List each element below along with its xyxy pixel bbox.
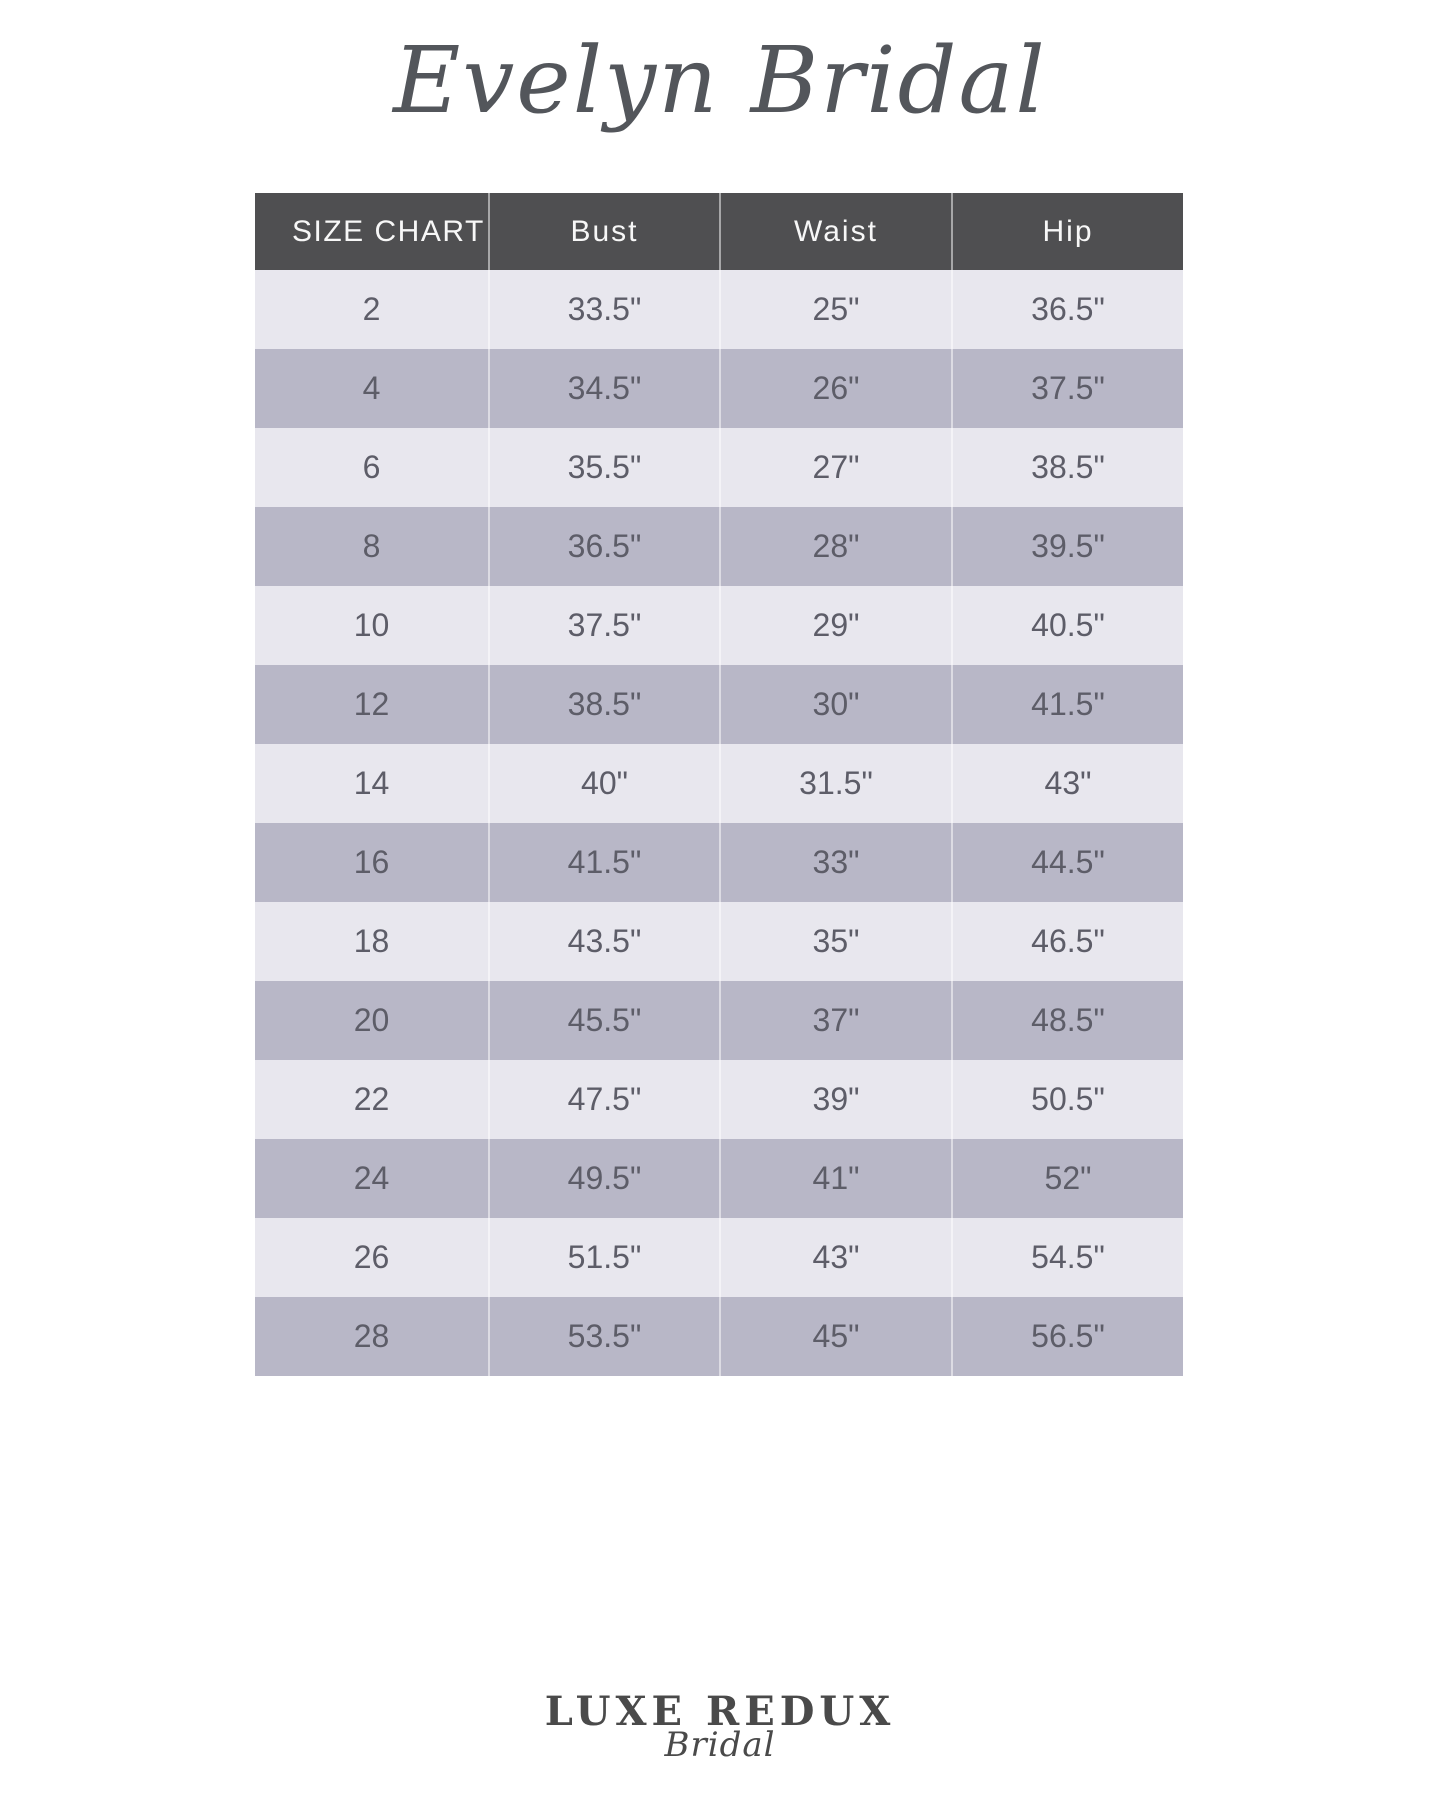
cell-size: 12 <box>255 665 489 744</box>
brand-title: Evelyn Bridal <box>393 27 1047 134</box>
table-row <box>255 1218 1183 1297</box>
cell-bust: 34.5" <box>489 349 720 428</box>
cell-waist: 27" <box>720 428 952 507</box>
cell-waist: 30" <box>720 665 952 744</box>
table-header-bust: Bust <box>489 193 720 270</box>
cell-waist: 35" <box>720 902 952 981</box>
cell-bust: 35.5" <box>489 428 720 507</box>
table-header-row <box>255 193 1183 270</box>
table-row <box>255 428 1183 507</box>
cell-bust: 36.5" <box>489 507 720 586</box>
cell-hip: 56.5" <box>952 1297 1183 1376</box>
logo-subtitle: Bridal <box>664 1725 776 1765</box>
cell-size: 2 <box>255 270 489 349</box>
cell-hip: 37.5" <box>952 349 1183 428</box>
cell-size: 28 <box>255 1297 489 1376</box>
table-row <box>255 981 1183 1060</box>
cell-bust: 45.5" <box>489 981 720 1060</box>
cell-bust: 40" <box>489 744 720 823</box>
cell-waist: 29" <box>720 586 952 665</box>
cell-size: 22 <box>255 1060 489 1139</box>
cell-hip: 44.5" <box>952 823 1183 902</box>
cell-size: 18 <box>255 902 489 981</box>
table-row <box>255 1297 1183 1376</box>
logo-wordmark: LUXE REDUX <box>544 1688 896 1735</box>
footer-logo <box>0 1688 1440 1765</box>
cell-waist: 31.5" <box>720 744 952 823</box>
cell-hip: 54.5" <box>952 1218 1183 1297</box>
table-row <box>255 270 1183 349</box>
cell-waist: 37" <box>720 981 952 1060</box>
cell-bust: 47.5" <box>489 1060 720 1139</box>
cell-size: 14 <box>255 744 489 823</box>
table-row <box>255 1060 1183 1139</box>
cell-waist: 28" <box>720 507 952 586</box>
cell-hip: 43" <box>952 744 1183 823</box>
table-header-hip: Hip <box>952 193 1183 270</box>
cell-hip: 46.5" <box>952 902 1183 981</box>
cell-bust: 37.5" <box>489 586 720 665</box>
cell-waist: 45" <box>720 1297 952 1376</box>
table-row <box>255 586 1183 665</box>
cell-bust: 41.5" <box>489 823 720 902</box>
table-row <box>255 1139 1183 1218</box>
cell-bust: 49.5" <box>489 1139 720 1218</box>
table-row <box>255 507 1183 586</box>
cell-bust: 53.5" <box>489 1297 720 1376</box>
cell-bust: 38.5" <box>489 665 720 744</box>
cell-size: 24 <box>255 1139 489 1218</box>
cell-hip: 50.5" <box>952 1060 1183 1139</box>
cell-hip: 36.5" <box>952 270 1183 349</box>
cell-waist: 41" <box>720 1139 952 1218</box>
cell-waist: 43" <box>720 1218 952 1297</box>
cell-size: 20 <box>255 981 489 1060</box>
cell-waist: 25" <box>720 270 952 349</box>
table-row <box>255 823 1183 902</box>
cell-hip: 48.5" <box>952 981 1183 1060</box>
cell-size: 4 <box>255 349 489 428</box>
cell-hip: 52" <box>952 1139 1183 1218</box>
table-header-waist: Waist <box>720 193 952 270</box>
table-row <box>255 665 1183 744</box>
table-row <box>255 902 1183 981</box>
size-chart-table <box>255 193 1183 1376</box>
cell-bust: 51.5" <box>489 1218 720 1297</box>
cell-size: 6 <box>255 428 489 507</box>
table-header-size-chart: SIZE CHART <box>255 193 489 270</box>
cell-bust: 33.5" <box>489 270 720 349</box>
cell-waist: 33" <box>720 823 952 902</box>
cell-hip: 41.5" <box>952 665 1183 744</box>
cell-size: 26 <box>255 1218 489 1297</box>
cell-hip: 38.5" <box>952 428 1183 507</box>
cell-size: 10 <box>255 586 489 665</box>
cell-bust: 43.5" <box>489 902 720 981</box>
table-row <box>255 349 1183 428</box>
cell-size: 16 <box>255 823 489 902</box>
table-row <box>255 744 1183 823</box>
cell-hip: 39.5" <box>952 507 1183 586</box>
cell-waist: 39" <box>720 1060 952 1139</box>
cell-hip: 40.5" <box>952 586 1183 665</box>
cell-size: 8 <box>255 507 489 586</box>
cell-waist: 26" <box>720 349 952 428</box>
